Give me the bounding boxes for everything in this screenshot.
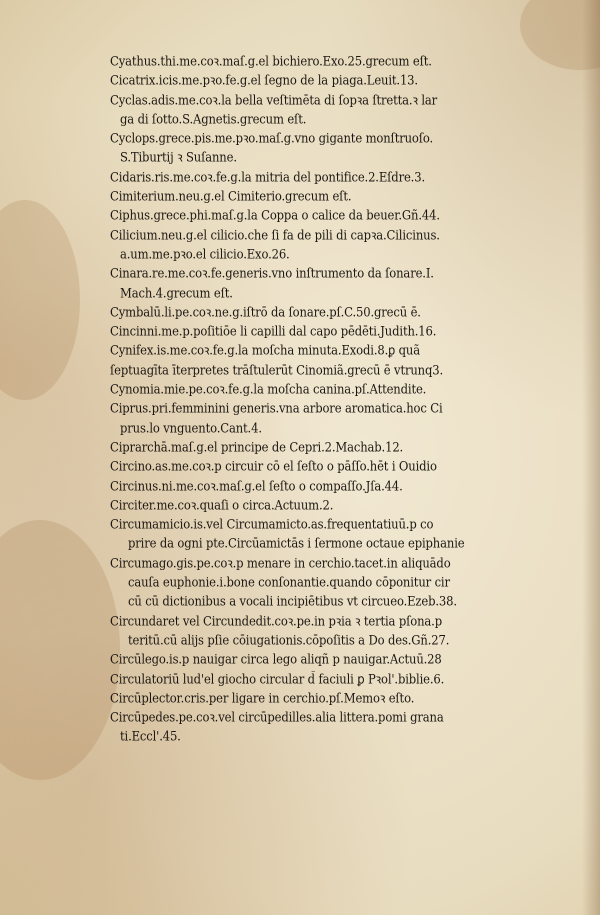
glossary-continuation-line: prus.lo vnguento.Cant.4. (120, 419, 262, 436)
glossary-entry-line: Cilicium.neu.g.el cilicio.che ſi fa de pili di capꝛa.Cilicinus. (110, 226, 440, 243)
glossary-entry-line: Cinara.re.me.coꝛ.fe.generis.vno inſtrumento da ſonare.I. (110, 265, 434, 282)
glossary-continuation-line: cauſa euphonie.i.bone conſonantie.quando cōponitur cir (128, 574, 450, 590)
glossary-entry-line: Cicatrix.icis.me.pꝛo.fe.g.el ſegno de la piaga.Leuit.13. (110, 72, 418, 89)
glossary-entry-line: Cymbalū.li.pe.coꝛ.ne.g.iſtrō da ſonare.pſ.C.50.grecū ē. (110, 303, 421, 320)
foxing-stain (0, 200, 80, 400)
glossary-entry-line: Circiter.me.coꝛ.quaſi o circa.Actuum.2. (110, 496, 334, 513)
glossary-entry-line: Circulatoriū lud'el giocho circular d̄ faciuli ꝑ Pꝛol'.biblie.6. (110, 670, 445, 687)
glossary-continuation-line: teritū.cū alijs pſie cōiugationis.cōpoſitis a Do des.Gñ.27. (128, 631, 450, 648)
glossary-continuation-line: S.Tiburtij ꝛ Suſanne. (120, 149, 237, 166)
glossary-continuation-line: Mach.4.grecum eſt. (120, 284, 233, 301)
glossary-entry-line: ſeptuagīta īterpretes trāſtulerūt Cinomiã.grecū ē vtrunq3. (110, 361, 444, 378)
glossary-entry-line: Cyathus.thi.me.coꝛ.maſ.g.el bichiero.Exo.25.grecum eſt. (110, 53, 432, 69)
glossary-text-block (110, 52, 582, 747)
glossary-entry-line: Ciphus.grece.phi.maſ.g.la Coppa o calice da beuer.Gñ.44. (110, 207, 440, 224)
glossary-entry-line: Cyclops.grece.pis.me.pꝛo.maſ.g.vno gigante monſtruoſo. (110, 130, 434, 146)
glossary-entry-line: Ciprarchā.maſ.g.el principe de Cepri.2.Machab.12. (110, 439, 404, 455)
glossary-entry-line: Circino.as.me.coꝛ.p circuir cō el ſeſto o pāſſo.hēt i Ouidio (110, 458, 437, 474)
glossary-entry-line: Circūpedes.pe.coꝛ.vel circūpedilles.alia littera.pomi grana (110, 709, 444, 725)
glossary-entry-line: Circūlego.is.p nauigar circa lego aliqñ p nauigar.Actuū.28 (110, 651, 442, 667)
glossary-entry-line: Ciprus.pri.femminini generis.vna arbore aromatica.hoc Ci (110, 400, 443, 417)
glossary-entry-line: Cimiterium.neu.g.el Cimiterio.grecum eſt. (110, 188, 352, 204)
glossary-entry-line: Circūplector.cris.per ligare in cerchio.pſ.Memoꝛ eſto. (110, 689, 415, 706)
glossary-continuation-line: cū cū dictionibus a vocali incipiētibus vt circueo.Ezeb.38. (128, 593, 457, 610)
glossary-entry-line: Cyclas.adis.me.coꝛ.la bella veſtimēta di ſopꝛa ſtretta.ꝛ lar (110, 91, 438, 108)
glossary-continuation-line: ga di ſotto.S.Agnetis.grecum eſt. (120, 110, 307, 127)
glossary-continuation-line: ti.Eccl'.45. (120, 728, 181, 745)
glossary-entry-line: Circumamicio.is.vel Circumamicto.as.frequentatiuū.p co (110, 516, 434, 532)
glossary-entry-line: Cynifex.is.me.coꝛ.fe.g.la moſcha minuta.Exodi.8.ꝑ quã (110, 342, 420, 359)
foxing-stain (0, 520, 120, 780)
glossary-continuation-line: prire da ogni pte.Circūamictās i ſermone octaue epiphanie (128, 535, 465, 552)
glossary-entry-line: Circumago.gis.pe.coꝛ.p menare in cerchio.tacet.in aliquādo (110, 554, 451, 571)
glossary-entry-line: Circinus.ni.me.coꝛ.maſ.g.el ſeſto o compaſſo.Jſa.44. (110, 477, 403, 494)
glossary-entry-line: Cynomia.mie.pe.coꝛ.fe.g.la moſcha canina.pſ.Attendite. (110, 381, 427, 397)
page-edge-shadow (582, 0, 600, 915)
glossary-entry-line: Cincinni.me.p.poſitiōe li capilli dal capo pēdēti.Judith.16. (110, 323, 437, 339)
glossary-continuation-line: a.um.me.pꝛo.el cilicio.Exo.26. (120, 246, 290, 262)
glossary-entry-line: Circundaret vel Circundedit.coꝛ.pe.in pꝛia ꝛ tertia pſona.p (110, 612, 442, 629)
glossary-entry-line: Cidaris.ris.me.coꝛ.fe.g.la mitria del pontifice.2.Eſdre.3. (110, 168, 425, 185)
